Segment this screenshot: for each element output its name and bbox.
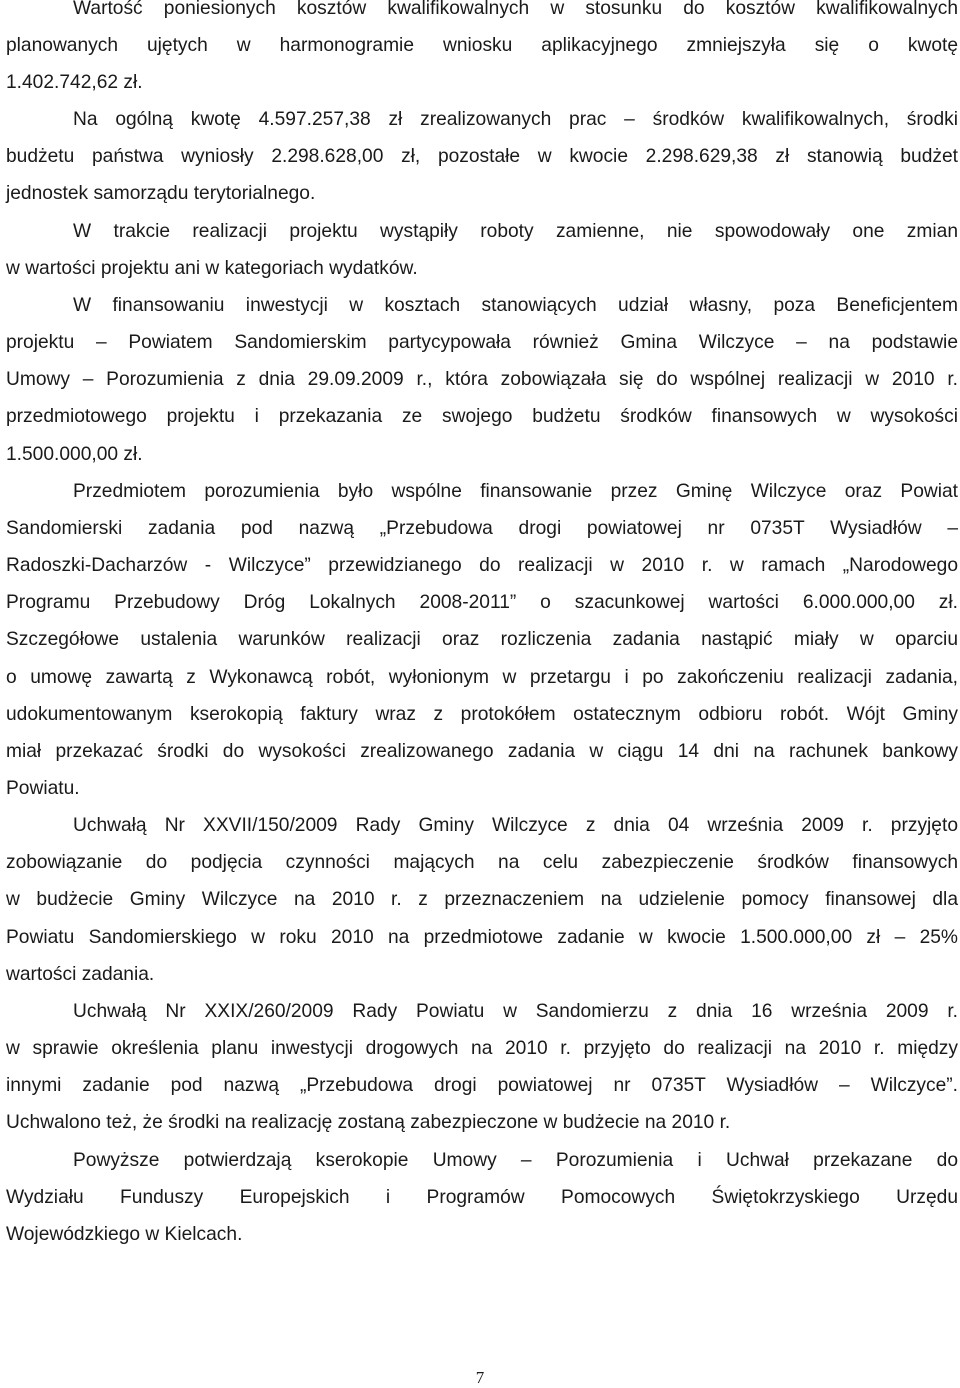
text-line: o umowę zawartą z Wykonawcą robót, wyłonionym w przetargu i po zakończeniu realizacji zadania,: [6, 667, 958, 688]
text-line: przedmiotowego projektu i przekazania ze swojego budżetu środków finansowych w wysokości: [6, 406, 958, 427]
text-line: Wydziału Funduszy Europejskich i Programów Pomocowych Świętokrzyskiego Urzędu: [6, 1187, 958, 1208]
text-line: w wartości projektu ani w kategoriach wydatków.: [6, 258, 418, 279]
text-line: w sprawie określenia planu inwestycji drogowych na 2010 r. przyjęto do realizacji na 2010 r. między: [6, 1038, 958, 1059]
text-line: w budżecie Gminy Wilczyce na 2010 r. z przeznaczeniem na udzielenie pomocy finansowej dla: [6, 889, 958, 910]
text-line: Radoszki-Dacharzów - Wilczyce” przewidzianego do realizacji w 2010 r. w ramach „Narodowego: [6, 555, 958, 576]
text-line: planowanych ujętych w harmonogramie wniosku aplikacyjnego zmniejszyła się o kwotę: [6, 35, 958, 56]
text-line: Powiatu Sandomierskiego w roku 2010 na przedmiotowe zadanie w kwocie 1.500.000,00 zł – 25%: [6, 927, 958, 948]
text-line: zobowiązanie do podjęcia czynności mających na celu zabezpieczenie środków finansowych: [6, 852, 958, 873]
text-line: miał przekazać środki do wysokości zrealizowanego zadania w ciągu 14 dni na rachunek bankowy: [6, 741, 958, 762]
text-line: jednostek samorządu terytorialnego.: [6, 183, 316, 204]
text-line: projektu – Powiatem Sandomierskim partycypowała również Gmina Wilczyce – na podstawie: [6, 332, 958, 353]
text-line: W finansowaniu inwestycji w kosztach stanowiących udział własny, poza Beneficjentem: [73, 295, 958, 316]
page-number: 7: [475, 1368, 485, 1387]
text-line: Uchwalono też, że środki na realizację zostaną zabezpieczone w budżecie na 2010 r.: [6, 1112, 731, 1133]
text-line: Powyższe potwierdzają kserokopie Umowy – Porozumienia i Uchwał przekazane do: [73, 1150, 958, 1171]
text-line: Wartość poniesionych kosztów kwalifikowalnych w stosunku do kosztów kwalifikowalnych: [73, 0, 958, 19]
text-line: budżetu państwa wyniosły 2.298.628,00 zł, pozostałe w kwocie 2.298.629,38 zł stanowią budżet: [6, 146, 958, 167]
text-line: wartości zadania.: [6, 964, 155, 985]
text-line: Przedmiotem porozumienia było wspólne finansowanie przez Gminę Wilczyce oraz Powiat: [73, 481, 958, 502]
text-line: Sandomierski zadania pod nazwą „Przebudowa drogi powiatowej nr 0735T Wysiadłów –: [6, 518, 958, 539]
text-line: 1.402.742,62 zł.: [6, 72, 143, 93]
text-line: innymi zadanie pod nazwą „Przebudowa drogi powiatowej nr 0735T Wysiadłów – Wilczyce”.: [6, 1075, 958, 1096]
text-line: Na ogólną kwotę 4.597.257,38 zł zrealizowanych prac – środków kwalifikowalnych, środki: [73, 109, 958, 130]
text-line: Szczegółowe ustalenia warunków realizacji oraz rozliczenia zadania nastąpić miały w oparciu: [6, 629, 958, 650]
text-line: Programu Przebudowy Dróg Lokalnych 2008-2011” o szacunkowej wartości 6.000.000,00 zł.: [6, 592, 958, 613]
text-line: udokumentowanym kserokopią faktury wraz z protokółem ostatecznym odbioru robót. Wójt Gminy: [6, 704, 958, 725]
text-line: Uchwałą Nr XXVII/150/2009 Rady Gminy Wilczyce z dnia 04 września 2009 r. przyjęto: [73, 815, 958, 836]
text-line: 1.500.000,00 zł.: [6, 444, 143, 465]
text-line: Wojewódzkiego w Kielcach.: [6, 1224, 243, 1245]
text-line: Uchwałą Nr XXIX/260/2009 Rady Powiatu w Sandomierzu z dnia 16 września 2009 r.: [73, 1001, 958, 1022]
text-line: W trakcie realizacji projektu wystąpiły roboty zamienne, nie spowodowały one zmian: [73, 221, 958, 242]
text-line: Umowy – Porozumienia z dnia 29.09.2009 r., która zobowiązała się do wspólnej realizacji w 2010 r.: [6, 369, 958, 390]
text-line: Powiatu.: [6, 778, 80, 799]
